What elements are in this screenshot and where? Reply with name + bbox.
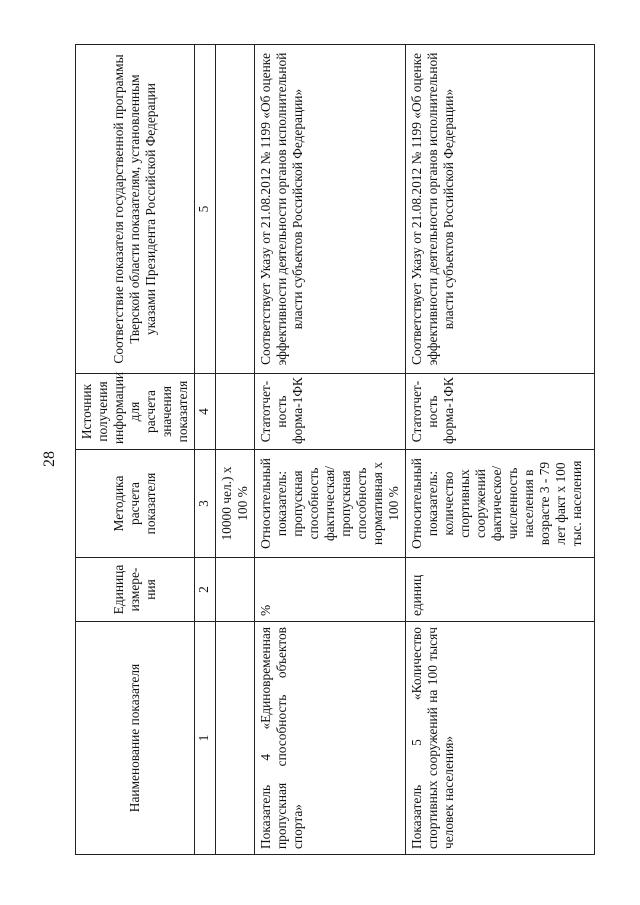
header-unit: Единица измере-ния [76,558,195,622]
row-2-name: Показатель 5 «Количество спортивных сооружений на 100 тысяч человек населения» [406,622,595,855]
col-number-4: 4 [195,374,216,450]
row-2-method: Относительный показатель: количество спортивных сооружений фактическое/ численность населения в возрасте 3 - 79 лет факт х 100 тыс. населения [406,450,595,558]
table-row [406,45,595,855]
row-2-source: Статотчет-ность форма-1ФК [406,374,595,450]
row-0-method: 10000 чел.) х 100 % [216,450,255,558]
row-1-unit: % [255,558,406,622]
table-row [216,45,255,855]
row-0-correspondence [216,45,255,374]
header-correspondence: Соответствие показателя государственной программы Тверской области показателям, установленным указами Президента Российской Федерации [76,45,195,374]
rotated-table-wrapper [75,45,595,855]
row-1-source: Статотчет-ность форма-1ФК [255,374,406,450]
row-1-correspondence: Соответствует Указу от 21.08.2012 № 1199 «Об оценке эффективности деятельности органов исполнительной власти субъектов Российской Федерации» [255,45,406,374]
col-number-2: 2 [195,558,216,622]
header-source: Источник получения информации для расчета значения показателя [76,374,195,450]
column-number-row [195,45,216,855]
row-2-unit: единиц [406,558,595,622]
row-1-method: Относительный показатель: пропускная способность фактическая/ пропускная способность нормативная х 100 % [255,450,406,558]
header-method: Методика расчета показателя [76,450,195,558]
col-number-5: 5 [195,45,216,374]
table-row [255,45,406,855]
header-row [76,45,195,855]
indicators-table [75,44,595,855]
row-0-unit [216,558,255,622]
col-number-1: 1 [195,622,216,855]
row-2-correspondence: Соответствует Указу от 21.08.2012 № 1199 «Об оценке эффективности деятельности органов исполнительной власти субъектов Российской Федерации» [406,45,595,374]
page-number: 28 [41,451,58,467]
table-area [75,45,595,855]
page-number-container [40,450,58,470]
row-0-name [216,622,255,855]
header-name: Наименование показателя [76,622,195,855]
row-0-source [216,374,255,450]
row-1-name: Показатель 4 «Единовременная пропускная способность объектов спорта» [255,622,406,855]
col-number-3: 3 [195,450,216,558]
